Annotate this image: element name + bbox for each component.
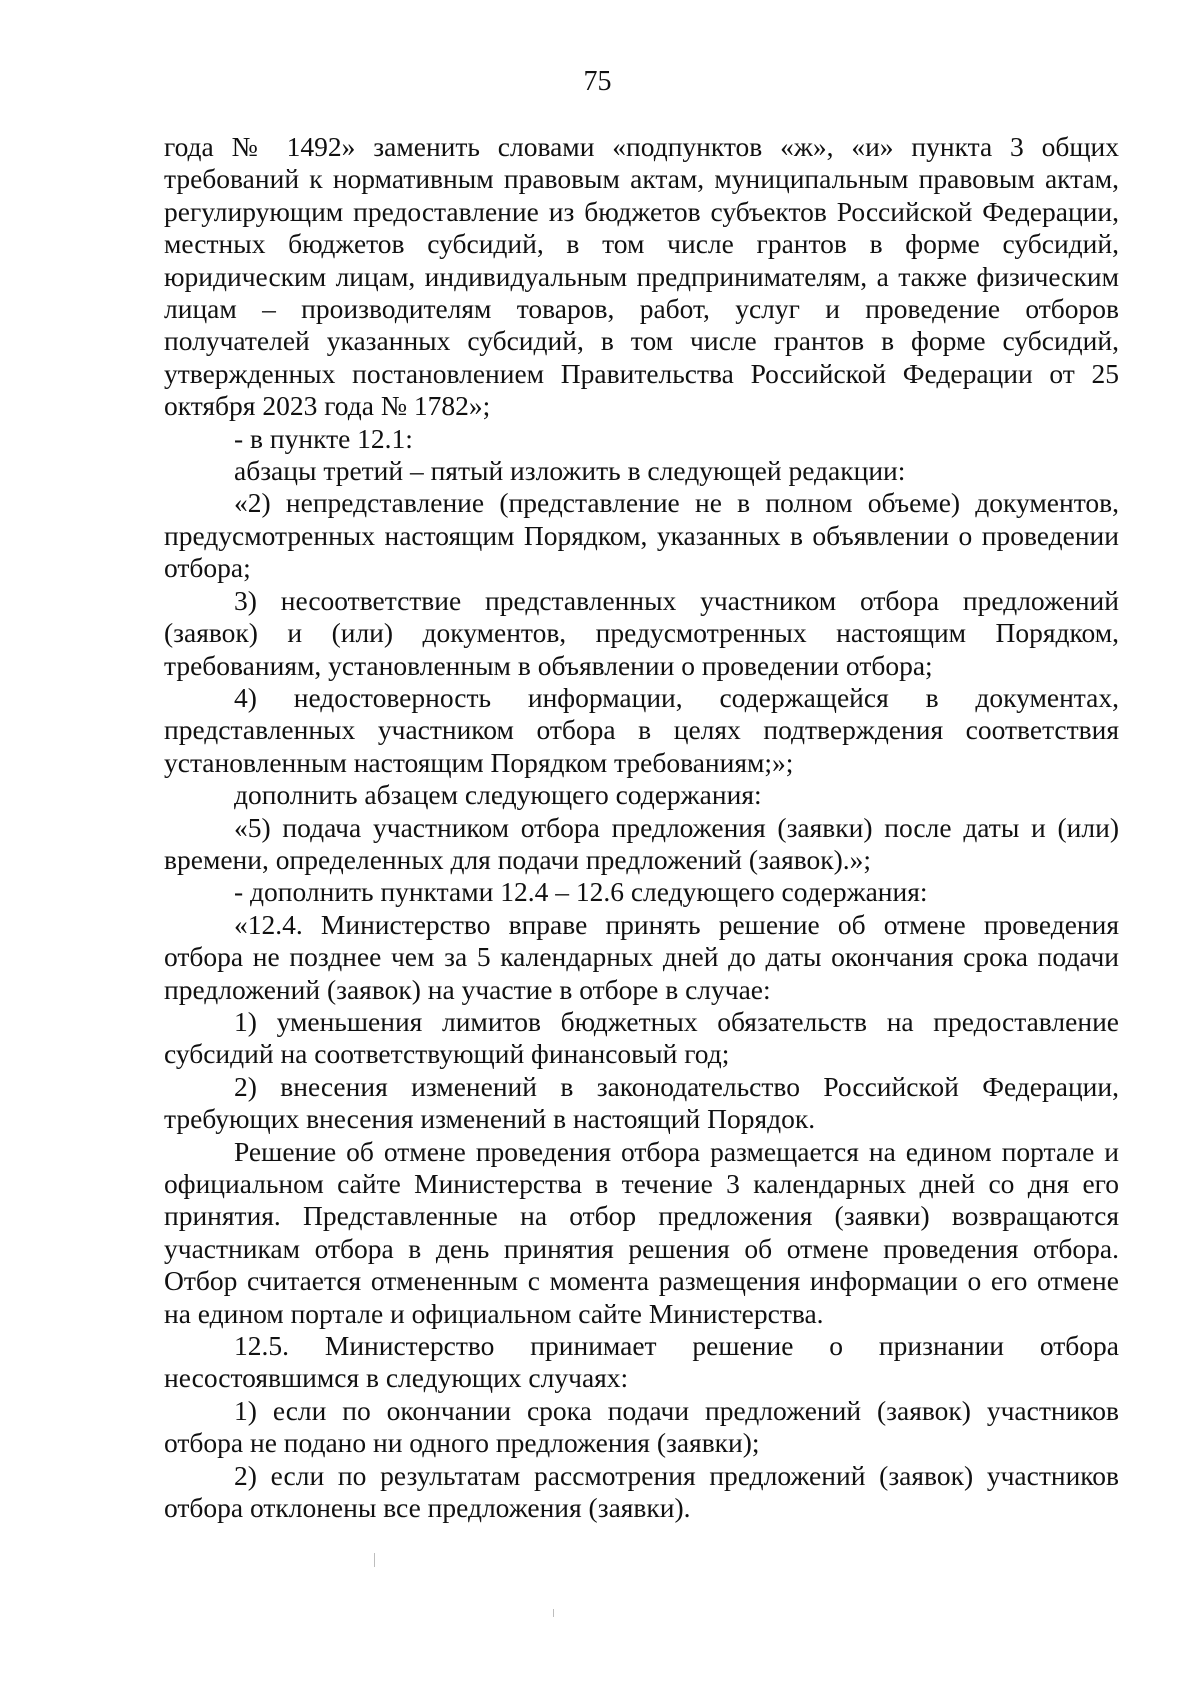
- paragraph-item-12-4: «12.4. Министерство вправе принять решение об отмене проведения отбора не позднее чем за 5 календарных дней до даты окончания срока подачи предложений (заявок) на участие в отборе в случае:: [164, 908, 1119, 1005]
- paragraph-subitem-3: 3) несоответствие представленных участником отбора предложений (заявок) и (или) документов, предусмотренных настоящим Порядком, требованиям, установленным в объявлении о проведении отбора;: [164, 584, 1119, 681]
- paragraph-instruction-items: - дополнить пунктами 12.4 – 12.6 следующего содержания:: [234, 876, 928, 908]
- paragraph-item-12-5: 12.5. Министерство принимает решение о признании отбора несостоявшимся в следующих случаях:: [164, 1330, 1119, 1394]
- paragraph-12-5-case-2: 2) если по результатам рассмотрения предложений (заявок) участников отбора отклонены все предложения (заявки).: [164, 1459, 1119, 1524]
- paragraph-subitem-4: 4) недостоверность информации, содержащейся в документах, представленных участником отбора в целях подтверждения соответствия установленным настоящим Порядком требованиям;»;: [164, 681, 1119, 778]
- paragraph-instruction-add: дополнить абзацем следующего содержания:: [234, 779, 762, 811]
- paragraph-12-4-case-2: 2) внесения изменений в законодательство Российской Федерации, требующих внесения изменений в настоящий Порядок.: [164, 1070, 1119, 1135]
- paragraph-12-4-case-1: 1) уменьшения лимитов бюджетных обязательств на предоставление субсидий на соответствующий финансовый год;: [164, 1005, 1119, 1070]
- paragraph-12-5-case-1: 1) если по окончании срока подачи предложений (заявок) участников отбора не подано ни одного предложения (заявки);: [164, 1394, 1119, 1459]
- scan-speck: [374, 1553, 375, 1567]
- page-number: 75: [583, 66, 612, 97]
- paragraph-item-12-1: - в пункте 12.1:: [234, 422, 413, 454]
- scan-speck: [553, 1609, 554, 1617]
- paragraph-continuation: года № 1492» заменить словами «подпунктов «ж», «и» пункта 3 общих требований к нормативным правовым актам, муниципальным правовым актам, регулирующим предоставление из бюджетов субъектов Российской Федерации, местных бюджетов субсидий, в том числе грантов в форме субсидий, юридическим лицам, индивидуальным предпринимателям, а также физическим лицам – производителям товаров, работ, услуг и проведение отборов получателей указанных субсидий, в том числе грантов в форме субсидий, утвержденных постановлением Правительства Российской Федерации от 25 октября 2023 года № 1782»;: [164, 131, 1119, 422]
- paragraph-subitem-2: «2) непредставление (представление не в полном объеме) документов, предусмотренных настоящим Порядком, указанных в объявлении о проведении отбора;: [164, 487, 1119, 584]
- paragraph-cancellation-decision: Решение об отмене проведения отбора размещается на едином портале и официальном сайте Министерства в течение 3 календарных дней со дня его принятия. Представленные на отбор предложения (заявки) возвращаются участникам отбора в день принятия решения об отмене проведения отбора. Отбор считается отмененным с момента размещения информации о его отмене на едином портале и официальном сайте Министерства.: [164, 1135, 1119, 1329]
- paragraph-instruction: абзацы третий – пятый изложить в следующей редакции:: [234, 455, 906, 487]
- paragraph-subitem-5: «5) подача участником отбора предложения (заявки) после даты и (или) времени, определенных для подачи предложений (заявок).»;: [164, 811, 1119, 875]
- document-body: [164, 131, 1119, 1524]
